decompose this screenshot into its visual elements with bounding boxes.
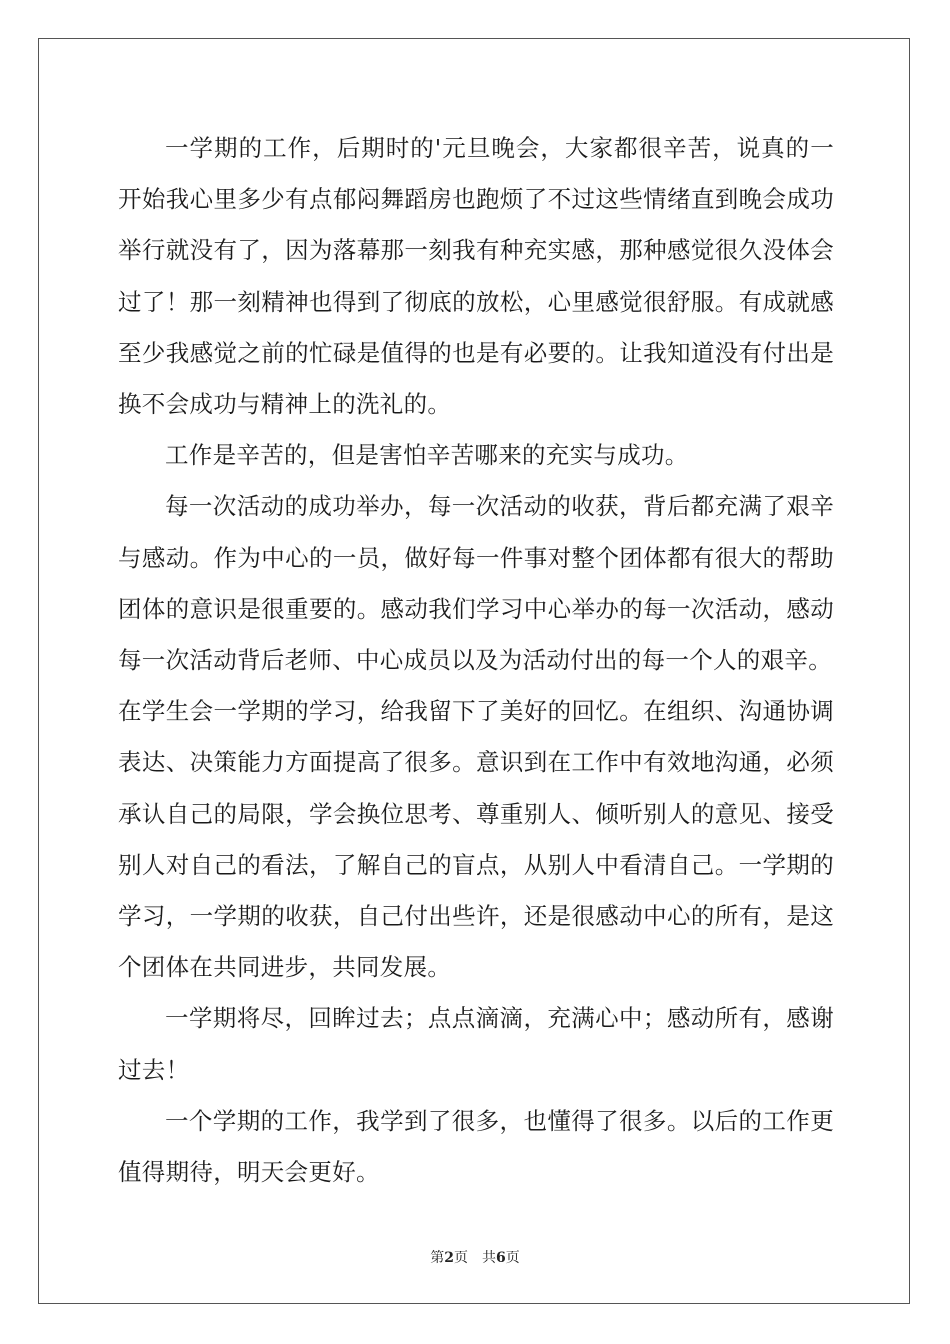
paragraph-2: 工作是辛苦的，但是害怕辛苦哪来的充实与成功。 [165,441,689,470]
page-suffix: 页 [505,1250,520,1266]
paragraph-3: 每一次活动的成功举办，每一次活动的收获，背后都充满了艰辛与感动。作为中心的一员，做好每一件事对整个团体都有很大的帮助团体的意识是很重要的。感动我们学习中心举办的每一次活动，感动每一次活动背后老师、中心成员以及为活动付出的每一个人的艰辛。 [118,492,834,675]
page-current: 2 [444,1250,454,1266]
page-prefix: 第 [430,1250,445,1266]
page-total: 6 [496,1250,506,1266]
page-mid: 页 共 [454,1250,496,1266]
paragraph-4: 在学生会一学期的学习，给我留下了美好的回忆。在组织、沟通协调表达、决策能力方面提高了很多。意识到在工作中有效地沟通，必须承认自己的局限，学会换位思考、尊重别人、倾听别人的意见、接受别人对自己的看法，了解自己的盲点，从别人中看清自己。一学期的学习，一学期的收获，自己付出些许，还是很感动中心的所有，是这个团体在共同进步，共同发展。 [118,697,834,982]
paragraph-5: 一学期将尽，回眸过去；点点滴滴，充满心中；感动所有，感谢过去！ [118,1004,834,1084]
paragraph-6: 一个学期的工作，我学到了很多，也懂得了很多。以后的工作更值得期待，明天会更好。 [118,1106,834,1187]
document-body [118,123,834,1198]
page-footer [0,1247,950,1267]
paragraph-1: 一学期的工作，后期时的'元旦晚会，大家都很辛苦，说真的一开始我心里多少有点郁闷舞蹈房也跑烦了不过这些情绪直到晚会成功举行就没有了，因为落幕那一刻我有种充实感，那种感觉很久没体会过了！那一刻精神也得到了彻底的放松，心里感觉很舒服。有成就感至少我感觉之前的忙碌是值得的也是有必要的。让我知道没有付出是换不会成功与精神上的洗礼的。 [118,134,834,419]
